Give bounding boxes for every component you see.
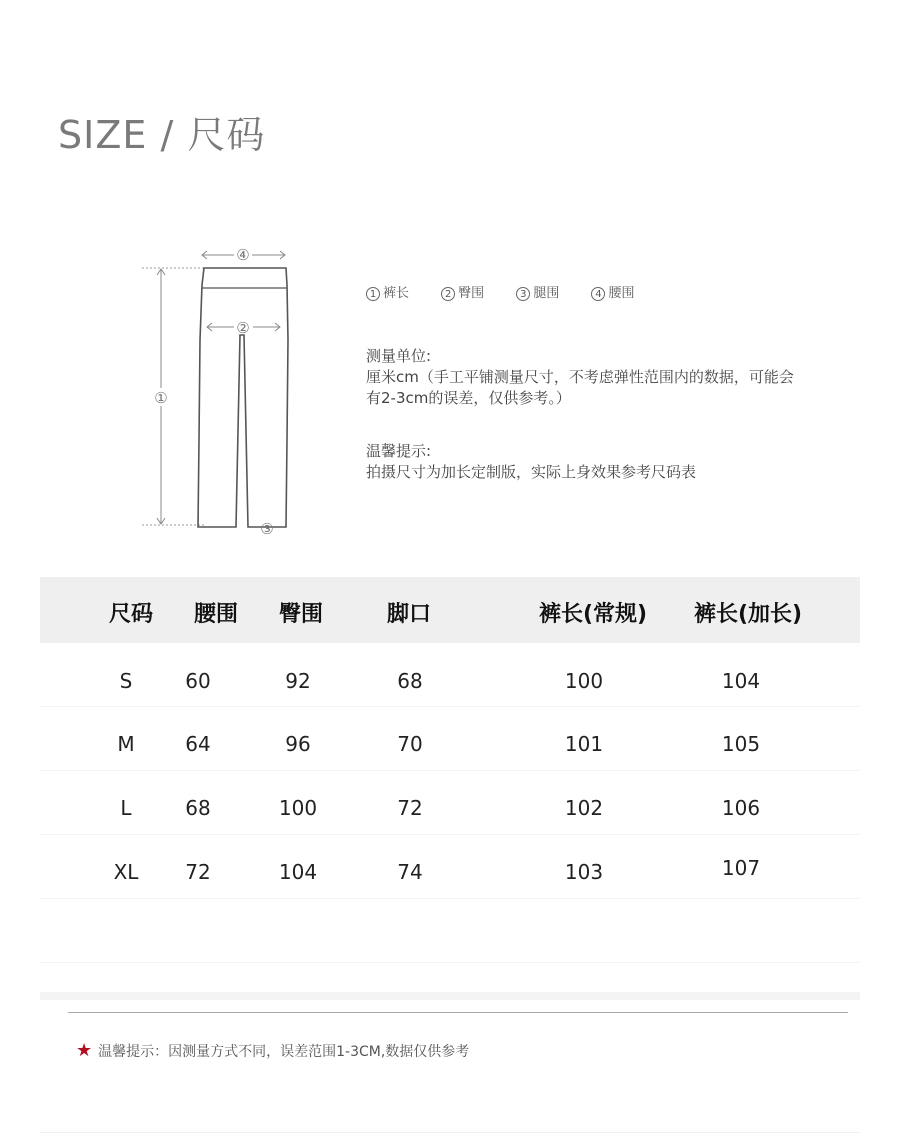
diagram-label-2: ② (236, 319, 250, 337)
legend-item: 1 裤长 (366, 286, 423, 301)
column-header-length-long: 裤长(加长) (693, 602, 803, 627)
legend-item: 2 臀围 (441, 286, 498, 301)
table-cell: 68 (397, 669, 423, 693)
table-cell: 107 (721, 856, 761, 880)
table-cell: 68 (185, 796, 211, 820)
table-bottom-band (40, 992, 860, 1000)
table-cell: 92 (285, 669, 311, 693)
tip-note (366, 441, 826, 483)
column-header-length-regular: 裤长(常规) (538, 602, 648, 627)
column-header-hip: 臀围 (278, 602, 324, 627)
column-header-size: 尺码 (108, 602, 154, 627)
table-cell: 72 (397, 796, 423, 820)
table-cell: 96 (285, 732, 311, 756)
footer-text: 温馨提示：因测量方式不同，误差范围1-3CM,数据仅供参考 (98, 1043, 470, 1060)
legend-item: 4 腰围 (591, 286, 648, 301)
row-divider (40, 962, 860, 963)
table-cell: 74 (397, 860, 423, 884)
table-cell: 100 (564, 669, 604, 693)
table-cell: S (119, 669, 133, 693)
tip-note-heading: 温馨提示: (366, 442, 432, 460)
table-cell: 101 (564, 732, 604, 756)
table-cell: 64 (185, 732, 211, 756)
table-cell: 72 (185, 860, 211, 884)
table-cell: 60 (185, 669, 211, 693)
row-divider (40, 706, 860, 707)
row-divider (40, 898, 860, 899)
unit-note-heading: 测量单位: (366, 347, 432, 365)
page-title: SIZE / 尺码 (58, 113, 266, 157)
legend-item: 3 腿围 (516, 286, 573, 301)
page-bottom-line (40, 1132, 860, 1133)
row-divider (40, 834, 860, 835)
diagram-label-4: ④ (236, 246, 250, 264)
table-cell: XL (113, 860, 139, 884)
table-cell: 104 (721, 669, 761, 693)
table-cell: L (120, 796, 132, 820)
table-cell: 102 (564, 796, 604, 820)
star-icon: ★ (76, 1040, 93, 1061)
footer-note (76, 1040, 469, 1061)
measurement-legend (366, 282, 662, 301)
table-cell: M (117, 732, 135, 756)
tip-note-text: 拍摄尺寸为加长定制版，实际上身效果参考尺码表 (366, 463, 697, 481)
diagram-label-1: ① (154, 389, 168, 407)
column-header-waist: 腰围 (193, 602, 239, 627)
table-cell: 106 (721, 796, 761, 820)
table-cell: 70 (397, 732, 423, 756)
measurement-unit-note (366, 346, 806, 409)
unit-note-text: 厘米cm（手工平铺测量尺寸，不考虑弹性范围内的数据，可能会有2-3cm的误差，仅供参考。） (366, 368, 794, 407)
column-header-hem: 脚口 (386, 602, 432, 627)
pants-diagram (140, 240, 300, 540)
table-cell: 103 (564, 860, 604, 884)
diagram-label-3: ③ (260, 520, 274, 538)
row-divider (40, 770, 860, 771)
table-cell: 105 (721, 732, 761, 756)
table-cell: 100 (278, 796, 318, 820)
table-cell: 104 (278, 860, 318, 884)
footer-divider (68, 1012, 848, 1013)
